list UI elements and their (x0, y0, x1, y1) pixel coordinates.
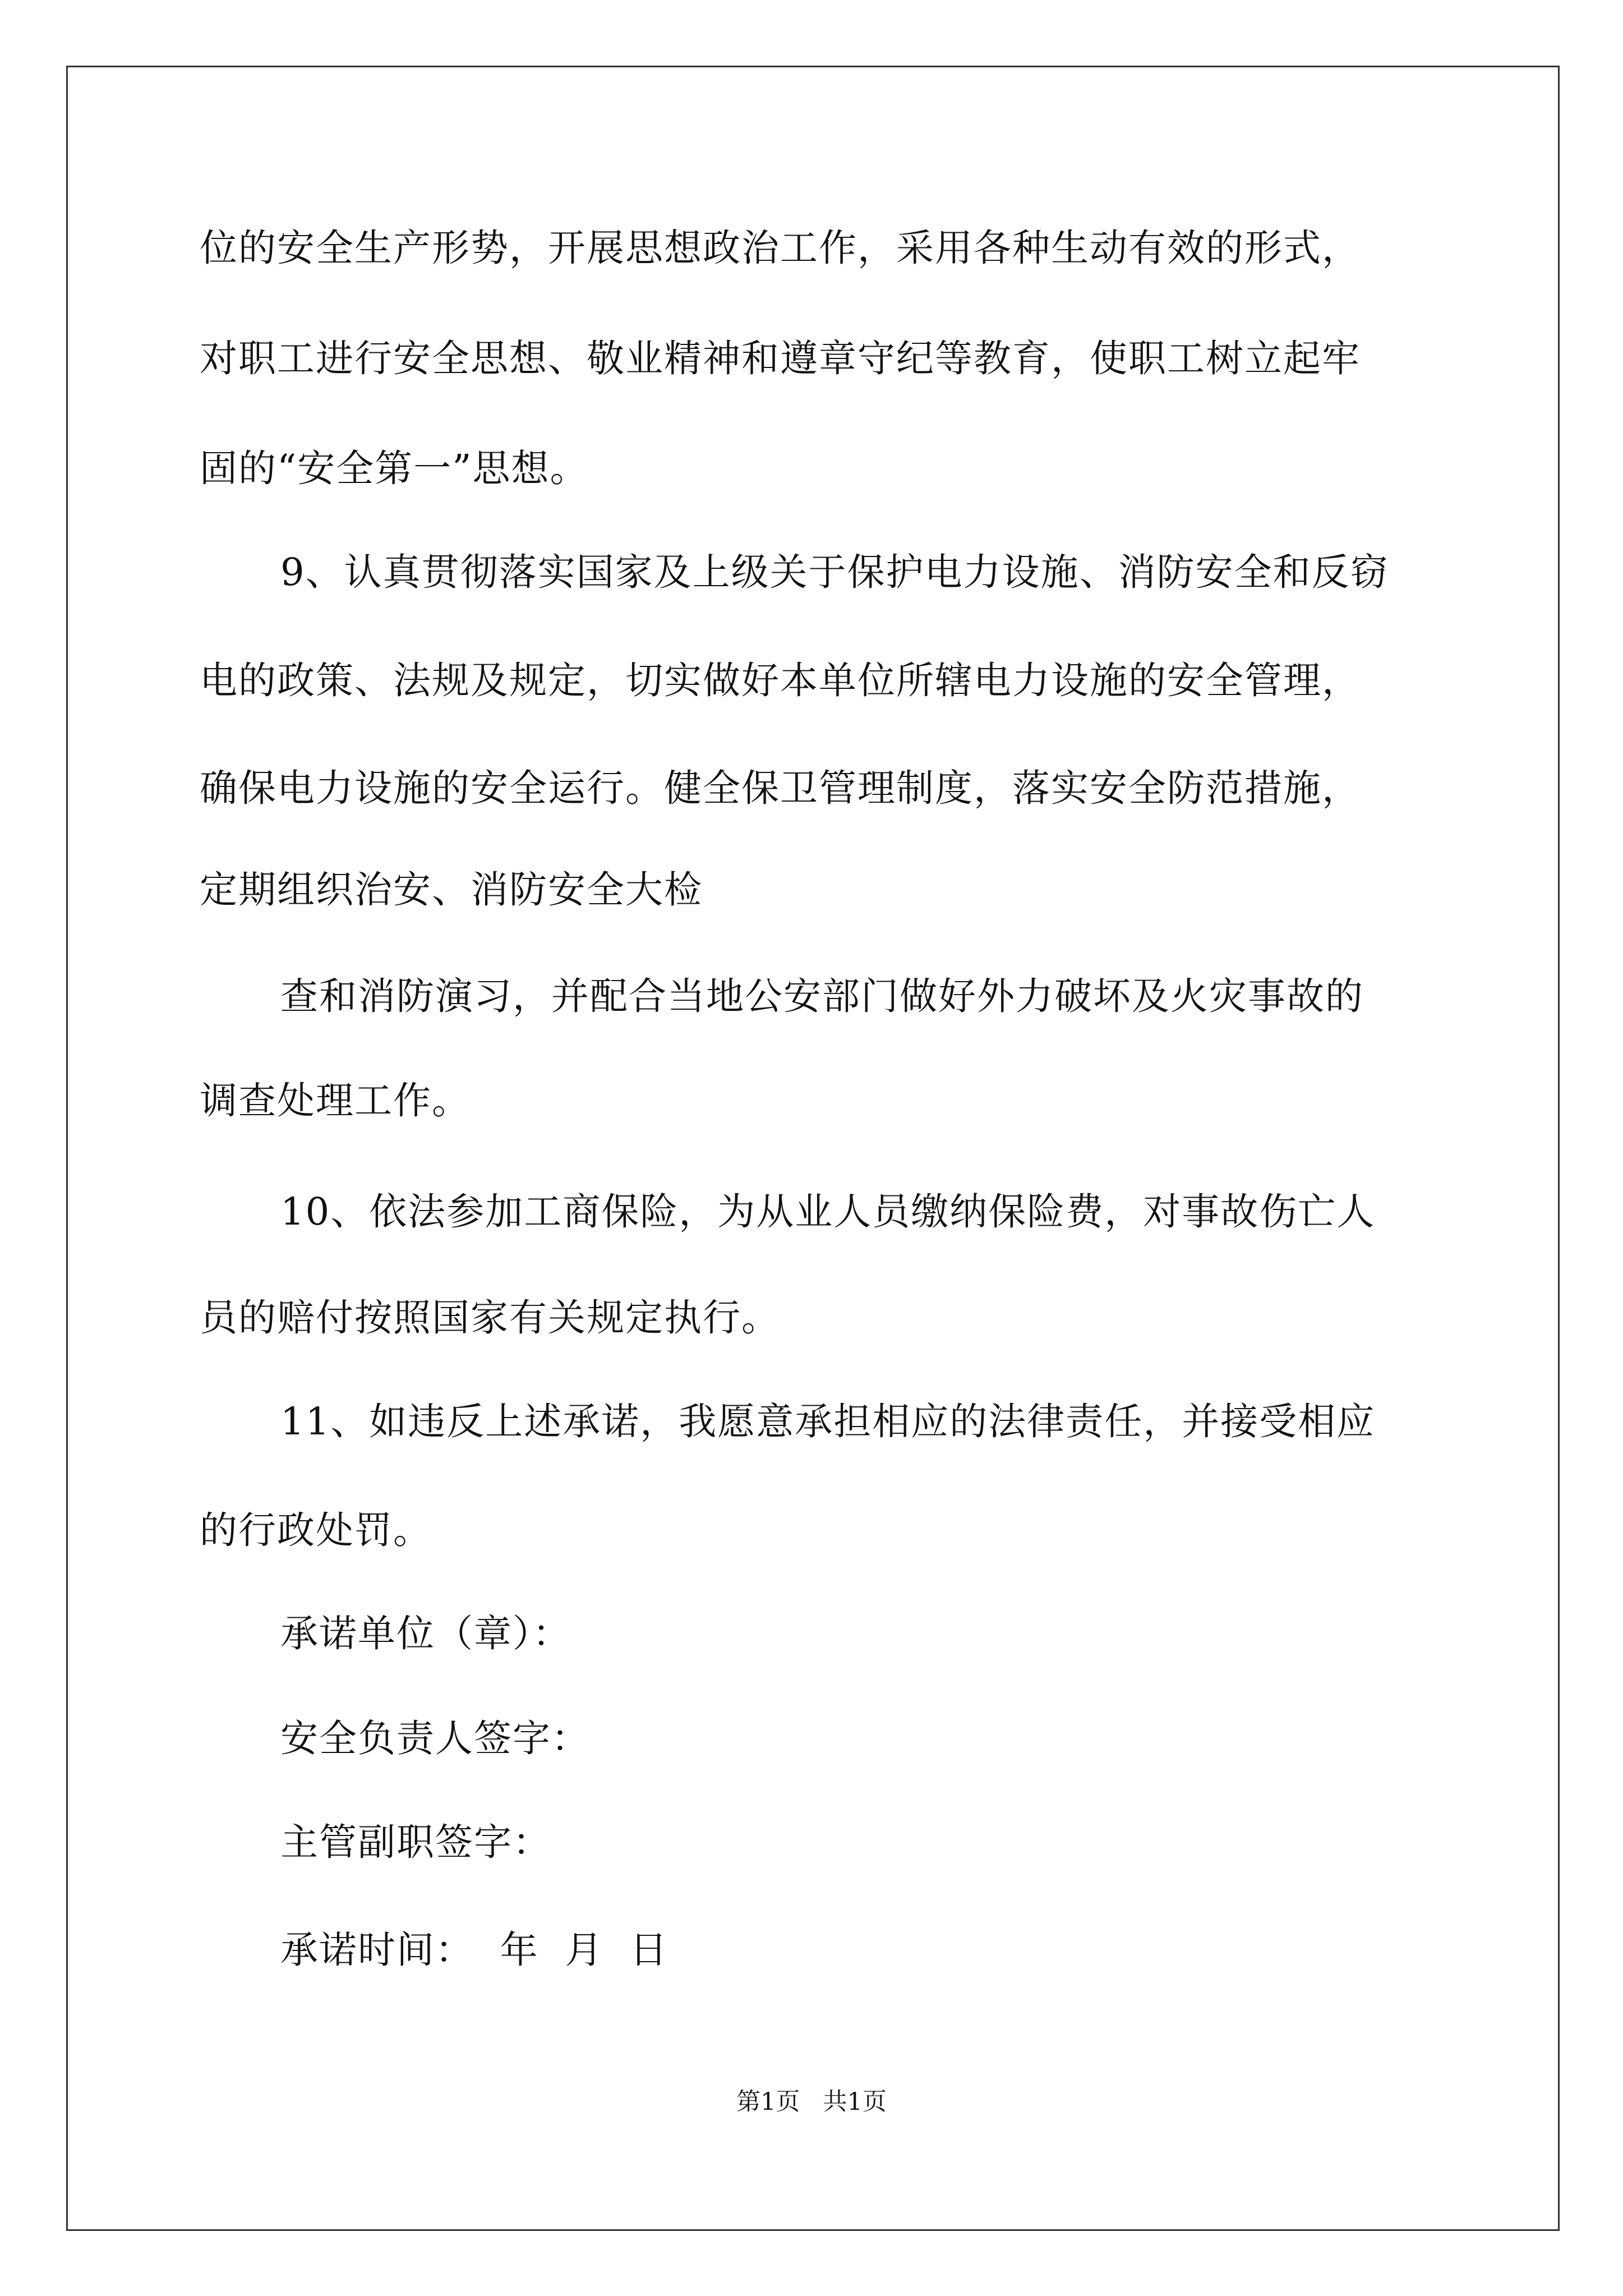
paragraph-9-line-4: 定期组织治安、消防安全大检 (200, 868, 703, 912)
paragraph-9-line-3: 确保电力设施的安全运行。健全保卫管理制度，落实安全防范措施， (200, 766, 1361, 810)
commitment-date-label: 承诺时间： 年 月 日 (280, 1928, 668, 1972)
paragraph-9-line-1: 9、认真贯彻落实国家及上级关于保护电力设施、消防安全和反窃 (280, 550, 1389, 594)
paragraph-8-line-3: 对职工进行安全思想、敬业精神和遵章守纪等教育，使职工树立起牢 (200, 337, 1361, 380)
page-border (66, 66, 1560, 2231)
paragraph-10-line-2: 员的赔付按照国家有关规定执行。 (200, 1296, 780, 1340)
paragraph-9b-line-1: 查和消防演习，并配合当地公安部门做好外力破坏及火灾事故的 (280, 974, 1364, 1018)
paragraph-11-line-1: 11、如违反上述承诺，我愿意承担相应的法律责任，并接受相应 (280, 1400, 1376, 1443)
paragraph-11-line-2: 的行政处罚。 (200, 1508, 432, 1552)
paragraph-10-line-1: 10、依法参加工商保险，为从业人员缴纳保险费，对事故伤亡人 (280, 1190, 1376, 1234)
signature-deputy-label: 主管副职签字： (280, 1820, 551, 1864)
paragraph-9b-line-2: 调查处理工作。 (200, 1079, 471, 1122)
page-number-footer: 第1页 共1页 (736, 2088, 887, 2116)
paragraph-8-line-4: 固的“安全第一”思想。 (200, 447, 589, 490)
paragraph-9-line-2: 电的政策、法规及规定，切实做好本单位所辖电力设施的安全管理， (200, 659, 1361, 702)
signature-unit-label: 承诺单位（章）： (280, 1612, 571, 1655)
signature-safety-head-label: 安全负责人签字： (280, 1717, 590, 1760)
paragraph-8-line-2: 位的安全生产形势，开展思想政治工作，采用各种生动有效的形式， (200, 226, 1361, 270)
